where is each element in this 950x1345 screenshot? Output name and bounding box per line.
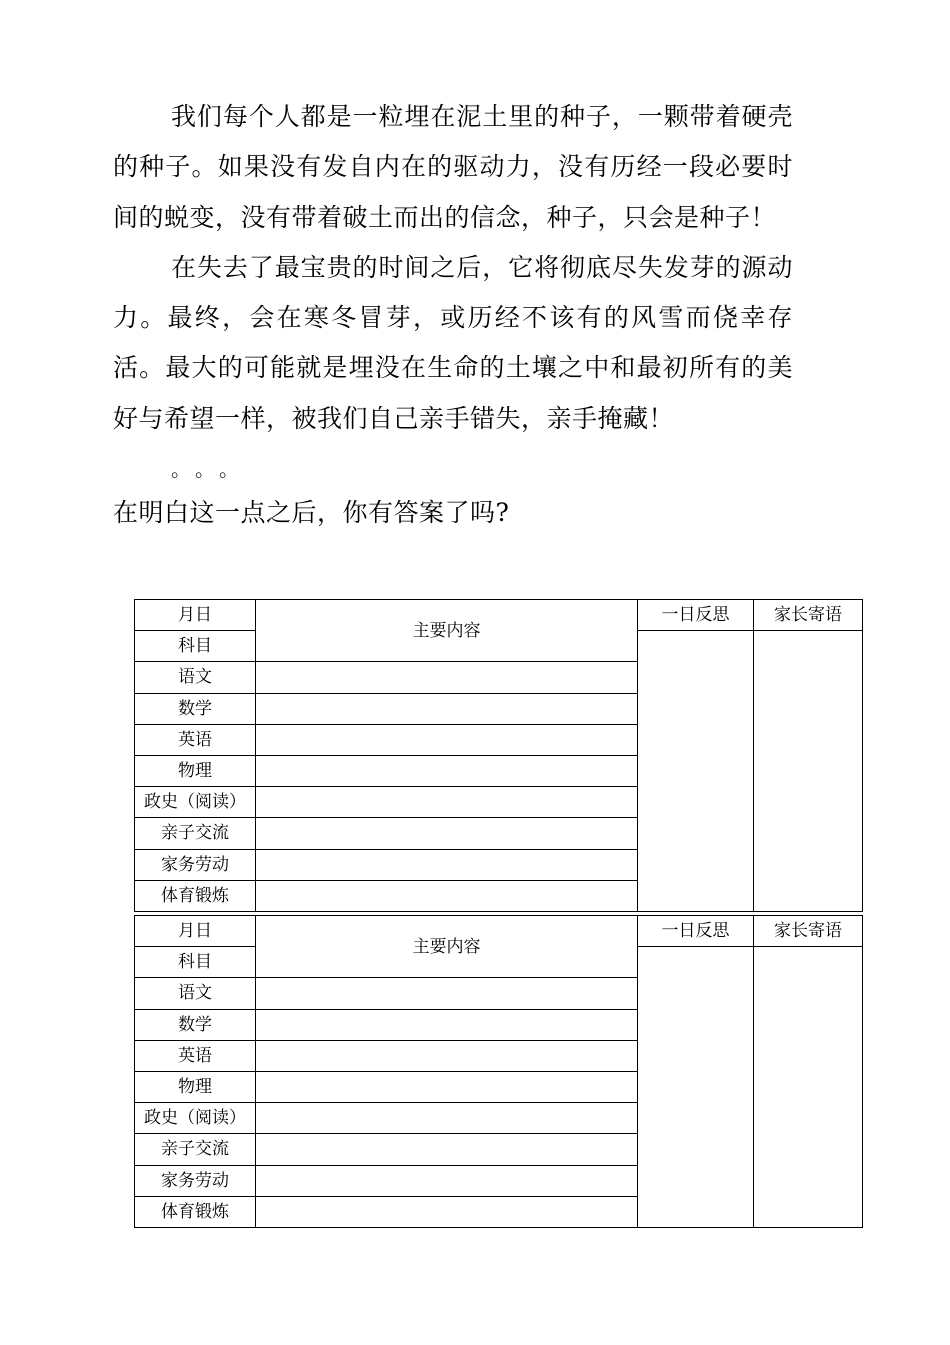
content-cell[interactable] — [256, 755, 638, 786]
main-content-header: 主要内容 — [256, 916, 638, 978]
subject-row-label: 政史（阅读） — [135, 1103, 256, 1134]
reflection-cell[interactable] — [638, 631, 754, 912]
reflection-header: 一日反思 — [638, 600, 754, 631]
question: 在明白这一点之后，你有答案了吗? — [113, 498, 510, 528]
reflection-header: 一日反思 — [638, 916, 754, 947]
subject-row-label: 英语 — [135, 724, 256, 755]
content-cell[interactable] — [256, 1009, 638, 1040]
article-text — [113, 92, 793, 535]
subject-row-label: 数学 — [135, 1009, 256, 1040]
subject-row-label: 家务劳动 — [135, 849, 256, 880]
subject-row-label: 物理 — [135, 755, 256, 786]
content-cell[interactable] — [256, 978, 638, 1009]
content-cell[interactable] — [256, 1040, 638, 1071]
subject-row-label: 数学 — [135, 693, 256, 724]
daily-planner-table-2 — [134, 915, 863, 1228]
content-cell[interactable] — [256, 1103, 638, 1134]
content-cell[interactable] — [256, 1134, 638, 1165]
content-cell[interactable] — [256, 1196, 638, 1227]
subject-row-label: 语文 — [135, 662, 256, 693]
subject-row-label: 体育锻炼 — [135, 880, 256, 911]
ellipsis: 。。。 — [171, 457, 253, 482]
month-day-label: 月日 — [135, 600, 256, 631]
subject-row-label: 物理 — [135, 1071, 256, 1102]
content-cell[interactable] — [256, 724, 638, 755]
subject-row-label: 政史（阅读） — [135, 787, 256, 818]
subject-row-label: 亲子交流 — [135, 1134, 256, 1165]
subject-row-label: 语文 — [135, 978, 256, 1009]
paragraph-1: 我们每个人都是一粒埋在泥土里的种子，一颗带着硬壳的种子。如果没有发自内在的驱动力，没有历经一段必要时间的蜕变，没有带着破土而出的信念，种子，只会是种子！ — [113, 102, 793, 232]
subject-row-label: 亲子交流 — [135, 818, 256, 849]
main-content-header: 主要内容 — [256, 600, 638, 662]
parent-message-cell[interactable] — [754, 947, 863, 1228]
content-cell[interactable] — [256, 1071, 638, 1102]
parent-message-header: 家长寄语 — [754, 600, 863, 631]
content-cell[interactable] — [256, 849, 638, 880]
subject-row-label: 英语 — [135, 1040, 256, 1071]
content-cell[interactable] — [256, 662, 638, 693]
parent-message-header: 家长寄语 — [754, 916, 863, 947]
subject-label: 科目 — [135, 947, 256, 978]
content-cell[interactable] — [256, 787, 638, 818]
content-cell[interactable] — [256, 693, 638, 724]
subject-label: 科目 — [135, 631, 256, 662]
month-day-label: 月日 — [135, 916, 256, 947]
content-cell[interactable] — [256, 1165, 638, 1196]
reflection-cell[interactable] — [638, 947, 754, 1228]
subject-row-label: 体育锻炼 — [135, 1196, 256, 1227]
content-cell[interactable] — [256, 880, 638, 911]
content-cell[interactable] — [256, 818, 638, 849]
paragraph-2: 在失去了最宝贵的时间之后，它将彻底尽失发芽的源动力。最终，会在寒冬冒芽，或历经不该有的风雪而侥幸存活。最大的可能就是埋没在生命的土壤之中和最初所有的美好与希望一样，被我们自己亲手错失，亲手掩藏！ — [113, 252, 793, 433]
subject-row-label: 家务劳动 — [135, 1165, 256, 1196]
daily-planner-table-1 — [134, 599, 863, 912]
parent-message-cell[interactable] — [754, 631, 863, 912]
